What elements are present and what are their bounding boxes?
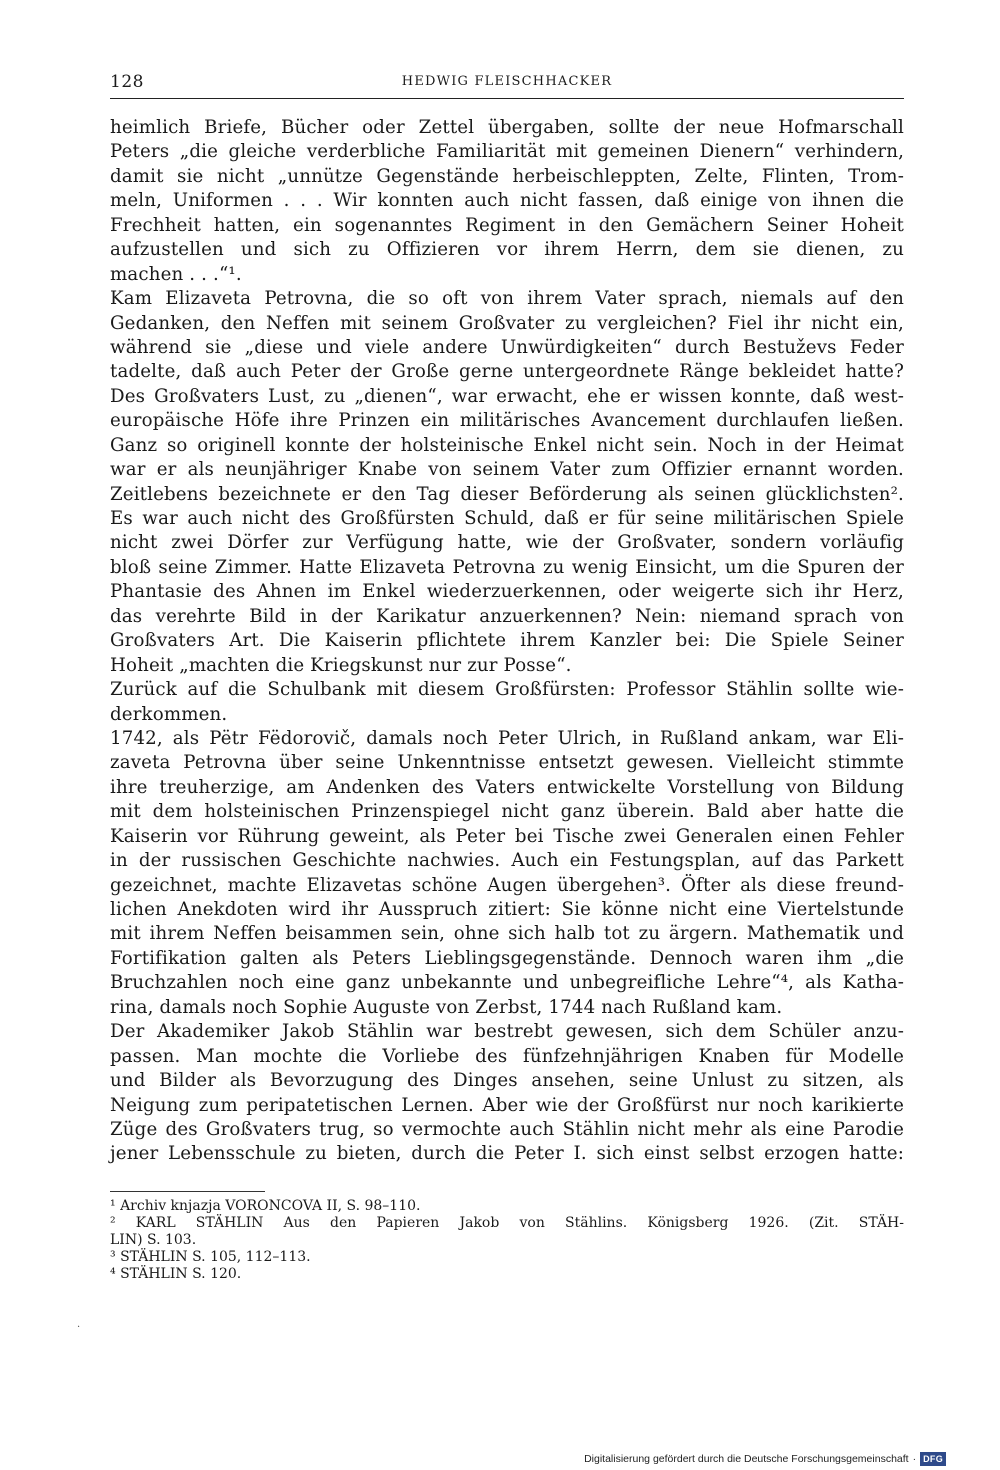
text-line: Der Akademiker Jakob Stählin war bestrebt gewesen, sich dem Schüler anzu- <box>110 1021 904 1043</box>
text-line: mit dem holsteinischen Prinzenspiegel nicht ganz überein. Bald aber hatte die <box>110 801 904 823</box>
text-line: Peters „die gleiche verderbliche Familiarität mit gemeinen Dienern“ verhindern, <box>110 141 904 163</box>
text-line: heimlich Briefe, Bücher oder Zettel übergaben, sollte der neue Hofmarschall <box>110 117 904 138</box>
footnote-3: ³ STÄHLIN S. 105, 112–113. <box>110 1249 311 1265</box>
body-text <box>110 116 904 1191</box>
text-line: lichen Anekdoten wird ihr Ausspruch zitiert: Sie könne nicht eine Viertelstunde <box>110 899 904 920</box>
text-line: Fortifikation galten als Peters Lieblingsgegenstände. Dennoch waren ihm „die <box>110 947 904 969</box>
text-line: rina, damals noch Sophie Auguste von Zerbst, 1744 nach Rußland kam. <box>110 996 783 1018</box>
credit-text: Digitalisierung gefördert durch die Deutsche Forschungsgemeinschaft <box>584 1453 909 1465</box>
text-line: das verehrte Bild in der Karikatur anzuerkennen? Nein: niemand sprach von <box>110 605 904 627</box>
text-line: meln, Uniformen . . . Wir konnten auch nicht fassen, daß einige von ihnen die <box>110 190 904 212</box>
text-line: derkommen. <box>110 703 228 725</box>
text-line: Zeitlebens bezeichnete er den Tag dieser Beförderung als seinen glücklichsten². <box>110 483 904 505</box>
footnote-2: ² KARL STÄHLIN Aus den Papieren Jakob von Stählins. Königsberg 1926. (Zit. STÄH- <box>110 1215 904 1231</box>
credit-separator: · <box>912 1453 917 1465</box>
text-line: in der russischen Geschichte nachwies. Auch ein Festungsplan, auf das Parkett <box>110 850 904 872</box>
text-line: machen . . .“¹. <box>110 263 242 285</box>
text-line: und Bilder als Bevorzugung des Dinges ansehen, seine Unlust zu sitzen, als <box>110 1070 904 1092</box>
text-line: mit ihrem Neffen beisammen sein, ohne sich halb tot zu ärgern. Mathematik und <box>110 923 904 945</box>
text-line: Großvaters Art. Die Kaiserin pflichtete ihrem Kanzler bei: Die Spiele Seiner <box>110 630 904 652</box>
text-line <box>110 1167 904 1191</box>
text-line: bloß seine Zimmer. Hatte Elizaveta Petrovna zu wenig Einsicht, um die Spuren der <box>110 556 904 578</box>
text-line: war er als neunjähriger Knabe von seinem Vater zum Offizier ernannt worden. <box>110 459 904 481</box>
text-line: Zurück auf die Schulbank mit diesem Großfürsten: Professor Stählin sollte wie- <box>110 679 904 701</box>
text-line: passen. Man mochte die Vorliebe des fünfzehnjährigen Knaben für Modelle <box>110 1045 904 1067</box>
text-line: ihre treuherzige, am Andenken des Vaters entwickelte Vorstellung von Bildung <box>110 776 904 798</box>
text-line: Neigung zum peripatetischen Lernen. Aber wie der Großfürst nur noch karikierte <box>110 1094 904 1116</box>
footnote-divider <box>110 1191 265 1192</box>
text-line: jener Lebensschule zu bieten, durch die Peter I. sich einst selbst erzogen hatte: <box>110 1143 904 1165</box>
text-line: nicht zwei Dörfer zur Verfügung hatte, wie der Großvater, sondern vorläufig <box>110 532 904 554</box>
footnote-1: ¹ Archiv knjazja VORONCOVA II, S. 98–110. <box>110 1198 421 1214</box>
text-line: Gedanken, den Neffen mit seinem Großvater zu vergleichen? Fiel ihr nicht ein, <box>110 312 904 334</box>
footnote-4: ⁴ STÄHLIN S. 120. <box>110 1266 242 1282</box>
page-number: 128 <box>110 72 144 92</box>
running-header <box>110 68 904 99</box>
text-line: Des Großvaters Lust, zu „dienen“, war erwacht, ehe er wissen konnte, daß west- <box>110 385 904 407</box>
text-line: aufzustellen und sich zu Offizieren vor ihrem Herrn, dem sie dienen, zu <box>110 239 904 261</box>
text-line: Bruchzahlen noch eine ganz unbekannte und unbegreifliche Lehre“⁴, als Katha- <box>110 972 904 994</box>
text-line: während sie „diese und viele andere Unwürdigkeiten“ durch Bestuževs Feder <box>110 336 904 358</box>
footnote-2-continued: LIN) S. 103. <box>110 1232 197 1248</box>
text-line: zaveta Petrovna über seine Unkenntnisse entsetzt gewesen. Vielleicht stimmte <box>110 752 904 774</box>
text-line: Es war auch nicht des Großfürsten Schuld, daß er für seine militärischen Spiele <box>110 508 904 529</box>
text-line: europäische Höfe ihre Prinzen ein militärisches Avancement durchlaufen ließen. <box>110 410 904 432</box>
text-line: Züge des Großvaters trug, so vermochte auch Stählin nicht mehr als eine Parodie <box>110 1118 904 1140</box>
text-line: Phantasie des Ahnen im Enkel wiederzuerkennen, oder weigerte sich ihr Herz, <box>110 581 904 603</box>
scan-artifact-dot: · <box>77 1322 81 1333</box>
text-line: Hoheit „machten die Kriegskunst nur zur Posse“. <box>110 654 572 676</box>
text-line: Ganz so originell konnte der holsteinische Enkel nicht sein. Noch in der Heimat <box>110 434 904 456</box>
digitization-credit <box>584 1451 946 1467</box>
text-line: Frechheit hatten, ein sogenanntes Regiment in den Gemächern Seiner Hoheit <box>110 214 904 236</box>
text-line: gezeichnet, machte Elizavetas schöne Augen übergehen³. Öfter als diese freund- <box>110 874 904 896</box>
text-line: damit sie nicht „unnütze Gegenstände herbeischleppten, Zelte, Flinten, Trom- <box>110 165 904 187</box>
text-line: tadelte, daß auch Peter der Große gerne untergeordnete Ränge bekleidet hatte? <box>110 361 904 383</box>
running-head-author: HEDWIG FLEISCHHACKER <box>401 74 613 89</box>
text-line: Kaiserin vor Rührung geweint, als Peter bei Tische zwei Generalen einen Fehler <box>110 825 904 847</box>
footnotes <box>110 1198 904 1283</box>
text-line: Kam Elizaveta Petrovna, die so oft von ihrem Vater sprach, niemals auf den <box>110 288 904 310</box>
text-line: 1742, als Pëtr Fëdorovič, damals noch Peter Ulrich, in Rußland ankam, war Eli- <box>110 727 904 749</box>
dfg-logo-icon: DFG <box>920 1452 946 1466</box>
